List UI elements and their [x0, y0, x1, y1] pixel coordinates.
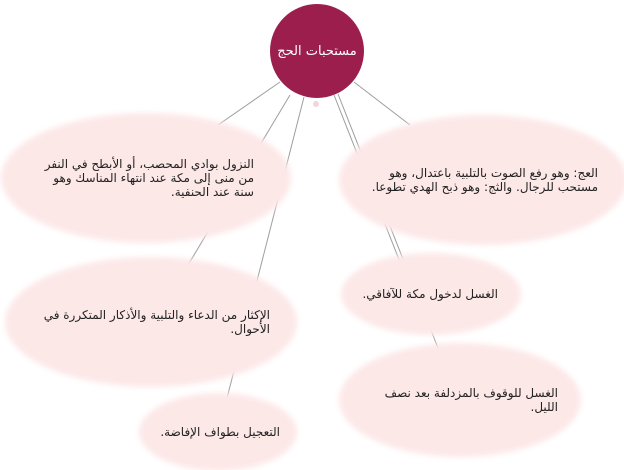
center-connector-dot	[313, 101, 319, 107]
center-node-label: مستحبات الحج	[277, 43, 357, 59]
branch-bubble-4	[346, 258, 516, 330]
branch-bubble-2	[344, 120, 622, 240]
branch-text-6: التعجيل بطواف الإفاضة.	[160, 425, 280, 439]
branch-text-4: الغسل لدخول مكة للآفاقي.	[362, 287, 498, 301]
branch-text-3: الإكثار من الدعاء والتلبية والأذكار المتكررة في الأحوال.	[43, 308, 270, 336]
branch-bubble-5	[344, 348, 576, 452]
branch-bubble-6	[144, 398, 292, 466]
center-node	[270, 4, 364, 98]
branch-bubble-3	[10, 262, 292, 382]
branch-text-1: النزول بوادي المحصب، أو الأبطح في النفر من منى إلى مكة عند انتهاء المناسك وهو سنة عند الحنفية.	[44, 157, 254, 199]
branch-text-5: الغسل للوقوف بالمزدلفة بعد نصف الليل.	[384, 386, 558, 414]
branch-text-2: العج: وهو رفع الصوت بالتلبية باعتدال، وهو مستحب للرجال. والثج: وهو ذبح الهدي تطوعا.	[371, 166, 598, 194]
connector-center-to-branch-1	[218, 82, 280, 125]
connector-center-to-branch-2	[354, 82, 410, 125]
branch-bubble-1	[6, 118, 286, 238]
